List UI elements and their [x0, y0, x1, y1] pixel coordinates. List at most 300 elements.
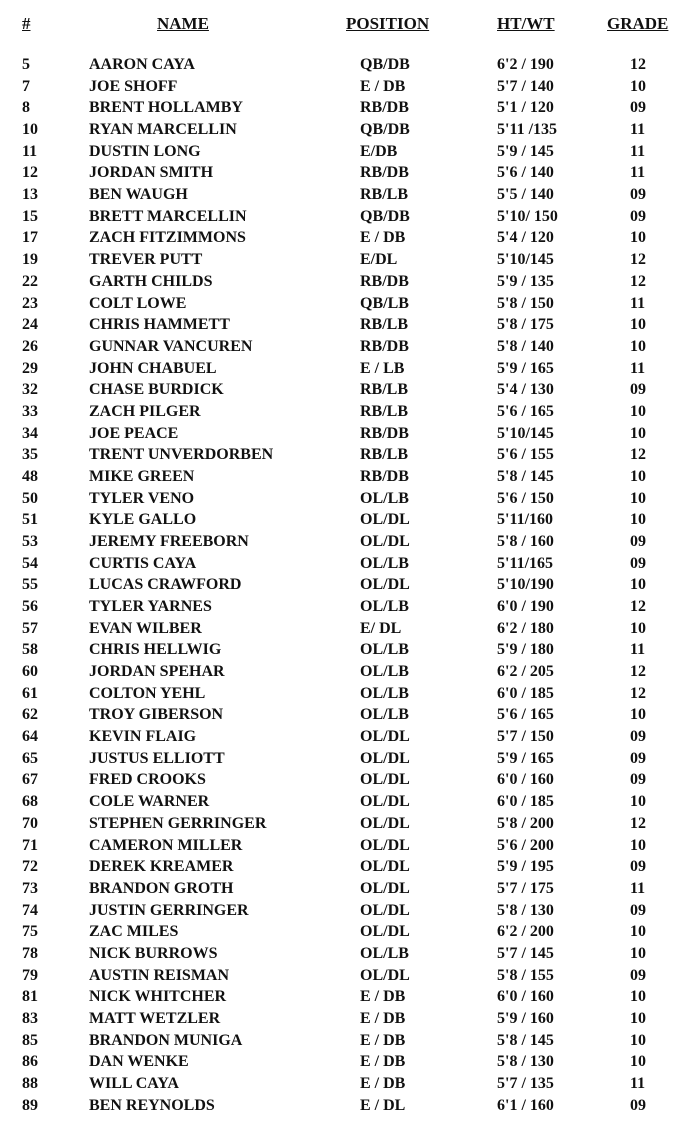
player-grade: 10 [630, 337, 646, 355]
table-row [0, 597, 699, 619]
table-row [0, 749, 699, 771]
player-name: BEN REYNOLDS [89, 1096, 215, 1114]
player-number: 89 [22, 1096, 38, 1114]
player-number: 23 [22, 294, 38, 312]
player-position: RB/LB [360, 186, 409, 204]
player-grade: 12 [630, 814, 646, 832]
player-grade: 12 [630, 251, 646, 269]
table-row [0, 857, 699, 879]
player-position: RB/DB [360, 99, 409, 117]
player-grade: 09 [630, 99, 646, 117]
player-position: QB/DB [360, 121, 410, 138]
player-name: JUSTUS ELLIOTT [89, 749, 225, 767]
player-grade: 09 [630, 554, 646, 572]
player-grade: 10 [630, 424, 646, 442]
table-row [0, 185, 699, 207]
player-name: TRENT UNVERDORBEN [89, 446, 274, 464]
header-number: # [22, 14, 31, 33]
player-height-weight: 5'1 / 120 [497, 99, 554, 117]
player-number: 22 [22, 272, 38, 290]
player-position: RB/DB [360, 424, 409, 442]
player-number: 55 [22, 576, 38, 594]
player-grade: 12 [630, 598, 646, 615]
player-height-weight: 5'4 / 120 [497, 229, 554, 247]
player-number: 81 [22, 988, 38, 1006]
table-row [0, 424, 699, 446]
player-grade: 10 [630, 511, 646, 529]
table-row [0, 467, 699, 489]
table-row [0, 684, 699, 706]
player-number: 15 [22, 207, 38, 225]
player-height-weight: 5'10/145 [497, 251, 554, 269]
player-position: OL/LB [360, 554, 409, 572]
player-number: 60 [22, 663, 38, 680]
player-height-weight: 5'6 / 200 [497, 836, 554, 854]
table-row [0, 1052, 699, 1074]
player-name: BRETT MARCELLIN [89, 207, 247, 225]
table-row [0, 359, 699, 381]
player-number: 51 [22, 511, 38, 529]
player-position: RB/LB [360, 316, 409, 334]
player-grade: 10 [630, 836, 646, 854]
table-row [0, 575, 699, 597]
player-position: OL/DL [360, 576, 410, 594]
table-row [0, 510, 699, 532]
player-name: AUSTIN REISMAN [89, 966, 230, 984]
player-grade: 10 [630, 316, 646, 334]
player-grade: 10 [630, 1053, 646, 1071]
player-grade: 09 [630, 728, 646, 746]
table-row [0, 836, 699, 858]
player-height-weight: 5'10/145 [497, 424, 554, 442]
player-grade: 11 [630, 879, 646, 897]
player-position: E / DB [360, 1075, 406, 1092]
player-grade: 10 [630, 793, 646, 811]
player-height-weight: 5'8 / 145 [497, 1031, 554, 1049]
player-position: OL/DL [360, 858, 410, 876]
player-name: COLTON YEHL [89, 684, 206, 702]
player-name: BEN WAUGH [89, 186, 188, 204]
table-row [0, 770, 699, 792]
player-number: 29 [22, 359, 38, 377]
player-grade: 10 [630, 576, 646, 594]
table-row [0, 207, 699, 229]
table-row [0, 1074, 699, 1096]
player-name: WILL CAYA [89, 1075, 179, 1092]
player-number: 86 [22, 1053, 38, 1071]
player-grade: 10 [630, 619, 646, 637]
player-number: 73 [22, 879, 38, 897]
player-number: 74 [22, 901, 38, 919]
table-row [0, 120, 699, 142]
player-number: 17 [22, 229, 38, 247]
player-grade: 10 [630, 229, 646, 247]
player-name: AARON CAYA [89, 56, 195, 73]
table-row [0, 532, 699, 554]
table-row [0, 944, 699, 966]
player-name: JORDAN SPEHAR [89, 663, 225, 680]
player-grade: 12 [630, 56, 646, 73]
player-grade: 11 [630, 641, 646, 659]
player-height-weight: 5'4 / 130 [497, 381, 554, 399]
player-height-weight: 5'9 / 160 [497, 1009, 554, 1027]
table-row [0, 987, 699, 1009]
player-grade: 09 [630, 858, 646, 876]
player-position: OL/LB [360, 706, 409, 724]
player-number: 35 [22, 446, 38, 464]
player-name: BRANDON GROTH [89, 879, 234, 897]
player-grade: 10 [630, 1009, 646, 1027]
player-grade: 11 [630, 294, 646, 312]
player-grade: 09 [630, 771, 646, 789]
player-grade: 09 [630, 186, 646, 204]
player-number: 79 [22, 966, 38, 984]
player-name: BRANDON MUNIGA [89, 1031, 243, 1049]
player-grade: 10 [630, 467, 646, 485]
player-position: QB/DB [360, 56, 410, 73]
player-position: RB/LB [360, 402, 409, 420]
player-grade: 10 [630, 77, 646, 95]
player-height-weight: 5'7 / 175 [497, 879, 554, 897]
player-height-weight: 5'7 / 145 [497, 944, 554, 962]
player-height-weight: 5'9 / 165 [497, 749, 554, 767]
roster-header-row [0, 14, 699, 36]
player-position: E/ DL [360, 619, 402, 637]
player-number: 71 [22, 836, 38, 854]
player-position: OL/DL [360, 749, 410, 767]
player-name: COLE WARNER [89, 793, 210, 811]
player-name: ZAC MILES [89, 923, 179, 941]
player-grade: 10 [630, 944, 646, 962]
player-number: 7 [22, 77, 30, 95]
player-name: CHRIS HELLWIG [89, 641, 222, 659]
table-row [0, 315, 699, 337]
player-name: DEREK KREAMER [89, 858, 234, 876]
player-position: E/DB [360, 142, 398, 160]
player-number: 68 [22, 793, 38, 811]
player-position: OL/LB [360, 598, 409, 615]
player-grade: 09 [630, 966, 646, 984]
player-number: 26 [22, 337, 38, 355]
player-number: 61 [22, 684, 38, 702]
player-name: BRENT HOLLAMBY [89, 99, 243, 117]
player-height-weight: 5'6 / 155 [497, 446, 554, 464]
player-grade: 10 [630, 988, 646, 1006]
table-row [0, 619, 699, 641]
player-number: 58 [22, 641, 38, 659]
player-name: JOHN CHABUEL [89, 359, 217, 377]
player-grade: 10 [630, 489, 646, 507]
player-height-weight: 6'0 / 190 [497, 598, 554, 615]
player-height-weight: 5'9 / 145 [497, 142, 554, 160]
player-position: OL/DL [360, 901, 410, 919]
player-name: CAMERON MILLER [89, 836, 243, 854]
player-height-weight: 5'11/165 [497, 554, 554, 572]
table-row [0, 294, 699, 316]
player-name: JEREMY FREEBORN [89, 533, 249, 550]
player-name: CURTIS CAYA [89, 554, 197, 572]
player-position: OL/DL [360, 793, 410, 811]
player-position: OL/LB [360, 663, 409, 680]
player-height-weight: 5'7 / 140 [497, 77, 554, 95]
player-name: ZACH FITZIMMONS [89, 229, 246, 247]
player-number: 67 [22, 771, 38, 789]
table-row [0, 272, 699, 294]
player-position: RB/LB [360, 446, 409, 464]
player-number: 75 [22, 923, 38, 941]
player-grade: 09 [630, 533, 646, 550]
player-number: 72 [22, 858, 38, 876]
player-number: 24 [22, 316, 38, 334]
table-row [0, 879, 699, 901]
player-name: JOE SHOFF [89, 77, 178, 95]
player-grade: 10 [630, 402, 646, 420]
player-name: TYLER YARNES [89, 598, 212, 615]
player-number: 50 [22, 489, 38, 507]
player-number: 64 [22, 728, 38, 746]
player-grade: 09 [630, 1096, 646, 1114]
player-position: E / LB [360, 359, 405, 377]
player-position: OL/DL [360, 879, 410, 897]
player-height-weight: 5'9 / 135 [497, 272, 554, 290]
player-position: OL/DL [360, 923, 410, 941]
player-grade: 11 [630, 142, 646, 160]
player-name: JUSTIN GERRINGER [89, 901, 249, 919]
player-name: GUNNAR VANCUREN [89, 337, 253, 355]
player-height-weight: 5'8 / 150 [497, 294, 554, 312]
player-number: 11 [22, 142, 38, 160]
player-number: 83 [22, 1009, 38, 1027]
table-row [0, 142, 699, 164]
table-row [0, 402, 699, 424]
player-name: KYLE GALLO [89, 511, 197, 529]
player-height-weight: 6'2 / 180 [497, 619, 554, 637]
player-position: E / DB [360, 1053, 406, 1071]
player-height-weight: 6'2 / 200 [497, 923, 554, 941]
player-position: RB/LB [360, 381, 409, 399]
player-position: E / DB [360, 988, 406, 1006]
player-height-weight: 5'11/160 [497, 511, 554, 529]
player-height-weight: 5'9 / 165 [497, 359, 554, 377]
player-position: OL/LB [360, 684, 409, 702]
player-height-weight: 5'6 / 140 [497, 164, 554, 182]
table-row [0, 77, 699, 99]
table-row [0, 662, 699, 684]
player-name: FRED CROOKS [89, 771, 206, 789]
player-height-weight: 6'2 / 205 [497, 663, 554, 680]
table-row [0, 966, 699, 988]
player-position: E / DL [360, 1096, 406, 1114]
player-number: 5 [22, 56, 30, 73]
player-number: 78 [22, 944, 38, 962]
player-name: MATT WETZLER [89, 1009, 221, 1027]
player-number: 33 [22, 402, 38, 420]
table-row [0, 337, 699, 359]
player-height-weight: 6'0 / 160 [497, 988, 554, 1006]
player-number: 85 [22, 1031, 38, 1049]
player-position: RB/DB [360, 272, 409, 290]
player-height-weight: 5'9 / 180 [497, 641, 554, 659]
player-position: OL/DL [360, 836, 410, 854]
player-position: E / DB [360, 229, 406, 247]
table-row [0, 1096, 699, 1118]
player-grade: 09 [630, 901, 646, 919]
player-name: LUCAS CRAWFORD [89, 576, 242, 594]
player-position: E/DL [360, 251, 398, 269]
player-height-weight: 5'8 / 200 [497, 814, 554, 832]
player-number: 48 [22, 467, 38, 485]
player-grade: 12 [630, 663, 646, 680]
player-position: OL/DL [360, 511, 410, 529]
player-height-weight: 5'11 /135 [497, 121, 558, 138]
player-number: 56 [22, 598, 38, 615]
player-height-weight: 5'10/190 [497, 576, 554, 594]
player-number: 12 [22, 164, 38, 182]
table-row [0, 380, 699, 402]
player-grade: 10 [630, 706, 646, 724]
player-height-weight: 5'8 / 155 [497, 966, 554, 984]
player-number: 54 [22, 554, 38, 572]
table-row [0, 922, 699, 944]
table-row [0, 55, 699, 77]
player-name: KEVIN FLAIG [89, 728, 197, 746]
header-height-weight: HT/WT [497, 14, 555, 33]
player-name: ZACH PILGER [89, 402, 201, 420]
player-height-weight: 5'8 / 130 [497, 1053, 554, 1071]
player-grade: 11 [630, 121, 646, 138]
player-number: 53 [22, 533, 38, 550]
player-grade: 10 [630, 1031, 646, 1049]
player-position: OL/LB [360, 489, 409, 507]
player-number: 62 [22, 706, 38, 724]
player-position: OL/DL [360, 966, 410, 984]
table-row [0, 98, 699, 120]
table-row [0, 163, 699, 185]
table-row [0, 489, 699, 511]
player-position: OL/LB [360, 944, 409, 962]
player-height-weight: 6'0 / 185 [497, 793, 554, 811]
player-number: 88 [22, 1075, 38, 1092]
table-row [0, 814, 699, 836]
player-name: RYAN MARCELLIN [89, 121, 237, 138]
table-row [0, 727, 699, 749]
player-name: CHASE BURDICK [89, 381, 224, 399]
table-row [0, 1031, 699, 1053]
player-height-weight: 5'8 / 145 [497, 467, 554, 485]
player-grade: 11 [630, 1075, 646, 1092]
player-name: NICK BURROWS [89, 944, 218, 962]
table-row [0, 250, 699, 272]
player-name: CHRIS HAMMETT [89, 316, 230, 334]
player-number: 32 [22, 381, 38, 399]
player-height-weight: 5'6 / 150 [497, 489, 554, 507]
player-name: MIKE GREEN [89, 467, 195, 485]
player-position: QB/DB [360, 207, 410, 225]
player-grade: 09 [630, 207, 646, 225]
player-name: JORDAN SMITH [89, 164, 214, 182]
player-grade: 12 [630, 684, 646, 702]
player-name: TYLER VENO [89, 489, 195, 507]
player-position: OL/DL [360, 771, 410, 789]
player-position: RB/DB [360, 337, 409, 355]
player-number: 70 [22, 814, 38, 832]
player-height-weight: 5'6 / 165 [497, 402, 554, 420]
table-row [0, 640, 699, 662]
player-number: 8 [22, 99, 30, 117]
player-number: 10 [22, 121, 38, 138]
player-grade: 09 [630, 381, 646, 399]
player-height-weight: 5'10/ 150 [497, 207, 558, 225]
player-grade: 11 [630, 359, 646, 377]
player-height-weight: 5'6 / 165 [497, 706, 554, 724]
player-height-weight: 5'9 / 195 [497, 858, 554, 876]
player-height-weight: 5'8 / 175 [497, 316, 554, 334]
player-height-weight: 6'0 / 185 [497, 684, 554, 702]
player-name: DAN WENKE [89, 1053, 189, 1071]
player-position: OL/DL [360, 728, 410, 746]
player-name: NICK WHITCHER [89, 988, 227, 1006]
player-position: OL/DL [360, 533, 410, 550]
player-position: E / DB [360, 77, 406, 95]
player-height-weight: 5'8 / 160 [497, 533, 554, 550]
player-name: STEPHEN GERRINGER [89, 814, 267, 832]
table-row [0, 901, 699, 923]
player-name: DUSTIN LONG [89, 142, 201, 160]
player-position: OL/LB [360, 641, 409, 659]
player-name: COLT LOWE [89, 294, 187, 312]
player-height-weight: 6'0 / 160 [497, 771, 554, 789]
table-row [0, 228, 699, 250]
player-name: GARTH CHILDS [89, 272, 213, 290]
player-grade: 12 [630, 446, 646, 464]
player-height-weight: 5'5 / 140 [497, 186, 554, 204]
header-position: POSITION [346, 14, 430, 33]
player-height-weight: 5'7 / 135 [497, 1075, 554, 1092]
player-name: TREVER PUTT [89, 251, 203, 269]
player-position: E / DB [360, 1009, 406, 1027]
table-row [0, 554, 699, 576]
table-row [0, 705, 699, 727]
table-row [0, 445, 699, 467]
table-row [0, 1009, 699, 1031]
player-position: E / DB [360, 1031, 406, 1049]
player-position: QB/LB [360, 294, 409, 312]
player-grade: 12 [630, 272, 646, 290]
player-number: 57 [22, 619, 38, 637]
player-grade: 11 [630, 164, 646, 182]
player-height-weight: 5'7 / 150 [497, 728, 554, 746]
player-position: OL/DL [360, 814, 410, 832]
player-grade: 10 [630, 923, 646, 941]
player-position: RB/DB [360, 467, 409, 485]
header-name: NAME [157, 14, 209, 33]
player-name: JOE PEACE [89, 424, 179, 442]
header-grade: GRADE [607, 14, 669, 33]
player-height-weight: 6'2 / 190 [497, 56, 554, 73]
player-position: RB/DB [360, 164, 409, 182]
table-row [0, 792, 699, 814]
player-grade: 09 [630, 749, 646, 767]
player-height-weight: 5'8 / 140 [497, 337, 554, 355]
player-name: EVAN WILBER [89, 619, 202, 637]
player-height-weight: 6'1 / 160 [497, 1096, 554, 1114]
player-number: 13 [22, 186, 38, 204]
player-number: 34 [22, 424, 38, 442]
player-height-weight: 5'8 / 130 [497, 901, 554, 919]
player-name: TROY GIBERSON [89, 706, 224, 724]
player-number: 19 [22, 251, 38, 269]
player-number: 65 [22, 749, 38, 767]
